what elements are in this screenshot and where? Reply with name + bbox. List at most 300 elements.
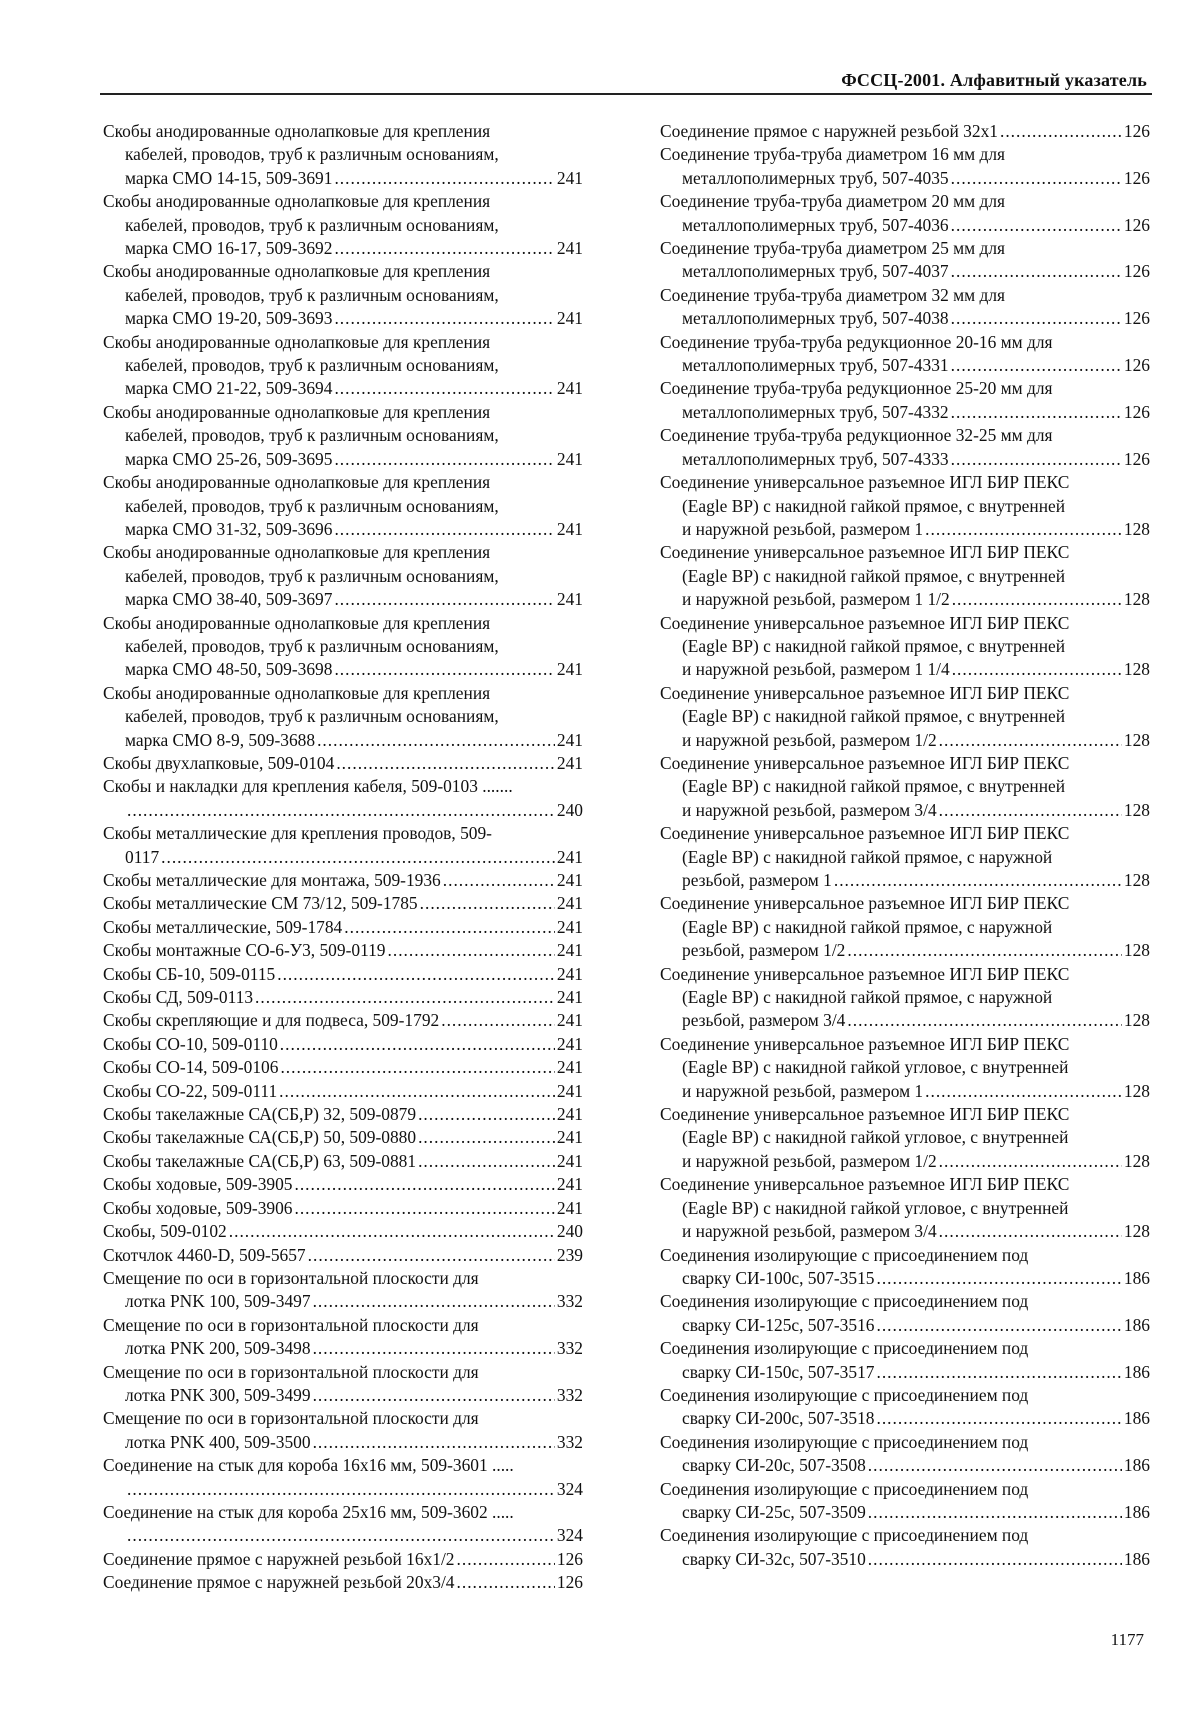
- dot-leader: [441, 1009, 555, 1032]
- index-entry: [103, 1150, 583, 1173]
- index-entry: [103, 1126, 583, 1149]
- entry-page-number: 324: [556, 1525, 583, 1546]
- entry-text: Соединение прямое с наружней резьбой 20х3/4: [103, 1572, 455, 1593]
- dot-leader: [939, 1220, 1122, 1243]
- entry-page-number: 241: [556, 963, 583, 984]
- index-entry: [103, 963, 583, 986]
- index-entry: [103, 190, 583, 260]
- dot-leader: [876, 1407, 1121, 1430]
- entry-line: [660, 1080, 1150, 1103]
- entry-line: [103, 120, 583, 143]
- entry-text: Соединение универсальное разъемное ИГЛ БИР ПЕКС: [660, 1174, 1070, 1195]
- entry-line: [103, 986, 583, 1009]
- entry-line: [103, 1126, 583, 1149]
- index-entry: [103, 612, 583, 682]
- entry-text: Соединения изолирующие с присоединением под: [660, 1384, 1029, 1405]
- entry-line: [660, 307, 1150, 330]
- index-entry: [103, 1244, 583, 1267]
- entry-page-number: 186: [1123, 1408, 1150, 1429]
- entry-line: [660, 1501, 1150, 1524]
- entry-page-number: 126: [1123, 167, 1150, 188]
- entry-line: [103, 822, 583, 845]
- entry-line: [103, 237, 583, 260]
- entry-page-number: 128: [1123, 659, 1150, 680]
- entry-text: марка СМО 31-32, 509-3696: [125, 518, 333, 539]
- entry-line: [103, 682, 583, 705]
- index-entry: [103, 120, 583, 190]
- entry-text: Скобы и накладки для крепления кабеля, 509-0103 .......: [103, 776, 513, 797]
- entry-text: Соединения изолирующие с присоединением под: [660, 1244, 1029, 1265]
- index-entry: [660, 1524, 1150, 1571]
- entry-text: Соединение универсальное разъемное ИГЛ БИР ПЕКС: [660, 1104, 1070, 1125]
- entry-line: [103, 916, 583, 939]
- index-entry: [103, 1033, 583, 1056]
- dot-leader: [229, 1220, 555, 1243]
- entry-line: [103, 448, 583, 471]
- entry-text: Скобы металлические для крепления проводов, 509-: [103, 823, 492, 844]
- entry-text: (Eagle BP) с накидной гайкой прямое, с внутренней: [682, 706, 1066, 727]
- dot-leader: [280, 1056, 554, 1079]
- dot-leader: [418, 1150, 555, 1173]
- entry-text: Соединение универсальное разъемное ИГЛ БИР ПЕКС: [660, 752, 1070, 773]
- entry-line: [660, 1197, 1150, 1220]
- entry-text: Скобы монтажные СО-6-У3, 509-0119: [103, 940, 386, 961]
- entry-text: (Eagle BP) с накидной гайкой прямое, с внутренней: [682, 565, 1066, 586]
- entry-line: [660, 143, 1150, 166]
- entry-text: (Eagle BP) с накидной гайкой угловое, с внутренней: [682, 1127, 1069, 1148]
- entry-line: [103, 846, 583, 869]
- entry-text: Соединение труба-труба редукционное 32-25 мм для: [660, 425, 1053, 446]
- entry-page-number: 241: [556, 1080, 583, 1101]
- entry-text: Скобы СБ-10, 509-0115: [103, 963, 276, 984]
- dot-leader: [951, 260, 1122, 283]
- dot-leader: [334, 167, 554, 190]
- entry-text: резьбой, размером 1/2: [682, 940, 846, 961]
- index-entry: [103, 1009, 583, 1032]
- index-entry: [660, 237, 1150, 284]
- entry-text: Соединение на стык для короба 16х16 мм, 509-3601 .....: [103, 1455, 514, 1476]
- entry-text: Скобы такелажные СА(СБ,Р) 50, 509-0880: [103, 1127, 417, 1148]
- entry-page-number: 241: [556, 940, 583, 961]
- entry-text: металлополимерных труб, 507-4331: [682, 355, 949, 376]
- entry-text: металлополимерных труб, 507-4036: [682, 214, 949, 235]
- entry-page-number: 128: [1123, 589, 1150, 610]
- index-entry: [103, 1314, 583, 1361]
- entry-line: [660, 565, 1150, 588]
- entry-text: Соединения изолирующие с присоединением под: [660, 1338, 1029, 1359]
- entry-page-number: 241: [556, 659, 583, 680]
- index-entry: [103, 1220, 583, 1243]
- entry-page-number: 128: [1123, 518, 1150, 539]
- entry-line: [103, 1524, 583, 1547]
- entry-text: марка СМО 8-9, 509-3688: [125, 729, 316, 750]
- entry-line: [103, 612, 583, 635]
- entry-line: [660, 1290, 1150, 1313]
- entry-line: [103, 635, 583, 658]
- entry-text: кабелей, проводов, труб к различным основаниям,: [125, 284, 499, 305]
- entry-text: Смещение по оси в горизонтальной плоскости для: [103, 1408, 479, 1429]
- entry-text: Соединение универсальное разъемное ИГЛ БИР ПЕКС: [660, 893, 1070, 914]
- entry-line: [660, 237, 1150, 260]
- page-number: 1177: [1110, 1630, 1144, 1649]
- entry-line: [103, 1080, 583, 1103]
- entry-text: Соединение универсальное разъемное ИГЛ БИР ПЕКС: [660, 472, 1070, 493]
- dot-leader: [868, 1548, 1122, 1571]
- dot-leader: [925, 1080, 1122, 1103]
- entry-text: сварку СИ-32с, 507-3510: [682, 1548, 866, 1569]
- entry-page-number: 128: [1123, 870, 1150, 890]
- index-entry: [660, 471, 1150, 541]
- entry-text: Соединение на стык для короба 25х16 мм, 509-3602 .....: [103, 1501, 514, 1522]
- entry-line: [103, 143, 583, 166]
- entry-line: [660, 331, 1150, 354]
- entry-page-number: 186: [1123, 1501, 1150, 1522]
- index-entry: [103, 1407, 583, 1454]
- index-entry: [660, 284, 1150, 331]
- index-entry: [660, 1173, 1150, 1243]
- entry-text: кабелей, проводов, труб к различным основаниям,: [125, 565, 499, 586]
- entry-line: [660, 1548, 1150, 1571]
- entry-text: резьбой, размером 3/4: [682, 1010, 846, 1031]
- entry-page-number: 241: [556, 1127, 583, 1148]
- entry-line: [103, 541, 583, 564]
- entry-page-number: 241: [556, 752, 583, 773]
- entry-line: [660, 1454, 1150, 1477]
- entry-line: [103, 1103, 583, 1126]
- entry-line: [103, 1244, 583, 1267]
- entry-line: [103, 1314, 583, 1337]
- entry-line: [660, 448, 1150, 471]
- entry-text: Соединение труба-труба диаметром 20 мм для: [660, 191, 1006, 212]
- dot-leader: [313, 1337, 555, 1360]
- dot-leader: [279, 1080, 555, 1103]
- entry-line: [103, 1197, 583, 1220]
- entry-line: [103, 892, 583, 915]
- entry-page-number: 241: [556, 893, 583, 914]
- entry-line: [660, 1361, 1150, 1384]
- entry-text: Скобы анодированные однолапковые для крепления: [103, 261, 491, 282]
- entry-line: [103, 167, 583, 190]
- entry-page-number: 186: [1123, 1548, 1150, 1569]
- index-entry: [103, 1103, 583, 1126]
- entry-line: [103, 939, 583, 962]
- entry-text: марка СМО 16-17, 509-3692: [125, 238, 333, 259]
- entry-page-number: 324: [556, 1478, 583, 1499]
- entry-line: [103, 1267, 583, 1290]
- entry-line: [103, 1478, 583, 1501]
- entry-text: Скобы такелажные СА(СБ,Р) 32, 509-0879: [103, 1104, 417, 1125]
- dot-leader: [294, 1197, 554, 1220]
- entry-page-number: 128: [1123, 799, 1150, 820]
- entry-page-number: 128: [1123, 1150, 1150, 1171]
- entry-line: [103, 1150, 583, 1173]
- entry-line: [660, 518, 1150, 541]
- index-entry: [103, 752, 583, 775]
- entry-text: Соединение универсальное разъемное ИГЛ БИР ПЕКС: [660, 963, 1070, 984]
- entry-page-number: 186: [1123, 1267, 1150, 1288]
- entry-text: металлополимерных труб, 507-4037: [682, 261, 949, 282]
- index-entry: [660, 752, 1150, 822]
- dot-leader: [951, 354, 1122, 377]
- entry-text: металлополимерных труб, 507-4038: [682, 308, 949, 329]
- entry-line: [660, 658, 1150, 681]
- entry-page-number: 241: [556, 987, 583, 1008]
- entry-line: [660, 120, 1150, 143]
- entry-text: Скобы металлические для монтажа, 509-1936: [103, 870, 441, 890]
- entry-text: Скобы СО-10, 509-0110: [103, 1033, 278, 1054]
- entry-line: [660, 612, 1150, 635]
- entry-text: Соединения изолирующие с присоединением под: [660, 1291, 1029, 1312]
- dot-leader: [418, 1103, 555, 1126]
- dot-leader: [313, 1431, 555, 1454]
- dot-leader: [951, 214, 1122, 237]
- entry-text: Скобы анодированные однолапковые для крепления: [103, 682, 491, 703]
- entry-line: [660, 682, 1150, 705]
- entry-page-number: 241: [556, 308, 583, 329]
- entry-page-number: 241: [556, 1174, 583, 1195]
- entry-page-number: 126: [556, 1572, 583, 1593]
- entry-line: [103, 775, 583, 798]
- entry-text: Соединение универсальное разъемное ИГЛ БИР ПЕКС: [660, 542, 1070, 563]
- entry-page-number: 126: [556, 1548, 583, 1569]
- entry-text: Соединение универсальное разъемное ИГЛ БИР ПЕКС: [660, 612, 1070, 633]
- entry-line: [660, 1407, 1150, 1430]
- entry-line: [660, 1314, 1150, 1337]
- entry-line: [660, 939, 1150, 962]
- entry-line: [103, 799, 583, 822]
- entry-page-number: 128: [1123, 940, 1150, 961]
- dot-leader: [876, 1267, 1121, 1290]
- index-entry: [103, 1548, 583, 1571]
- dot-leader: [868, 1501, 1122, 1524]
- entry-line: [103, 1033, 583, 1056]
- entry-text: (Eagle BP) с накидной гайкой прямое, с наружной: [682, 846, 1053, 867]
- dot-leader: [951, 167, 1122, 190]
- index-column-left: [103, 120, 583, 1595]
- entry-page-number: 332: [556, 1384, 583, 1405]
- entry-page-number: 126: [1123, 121, 1150, 141]
- entry-page-number: 241: [556, 846, 583, 867]
- index-entry: [103, 1454, 583, 1501]
- entry-text: сварку СИ-20с, 507-3508: [682, 1455, 866, 1476]
- dot-leader: [951, 401, 1122, 424]
- entry-text: лотка PNK 100, 509-3497: [125, 1291, 311, 1312]
- entry-line: [660, 916, 1150, 939]
- dot-leader: [951, 448, 1122, 471]
- entry-line: [103, 1056, 583, 1079]
- dot-leader: [334, 588, 554, 611]
- entry-text: Соединение прямое с наружней резьбой 16х1/2: [103, 1548, 455, 1569]
- entry-line: [103, 1009, 583, 1032]
- dot-leader: [939, 799, 1122, 822]
- index-entry: [660, 682, 1150, 752]
- dot-leader: [925, 518, 1122, 541]
- dot-leader: [457, 1571, 555, 1594]
- index-entry: [103, 541, 583, 611]
- entry-line: [103, 331, 583, 354]
- entry-text: лотка PNK 200, 509-3498: [125, 1338, 311, 1359]
- entry-text: Соединение универсальное разъемное ИГЛ БИР ПЕКС: [660, 1033, 1070, 1054]
- index-entry: [660, 1384, 1150, 1431]
- entry-text: и наружной резьбой, размером 3/4: [682, 1221, 937, 1242]
- dot-leader: [939, 1150, 1122, 1173]
- entry-line: [103, 1290, 583, 1313]
- entry-line: [103, 307, 583, 330]
- index-entry: [103, 471, 583, 541]
- entry-line: [660, 588, 1150, 611]
- entry-line: [660, 1103, 1150, 1126]
- entry-page-number: 332: [556, 1291, 583, 1312]
- entry-line: [660, 260, 1150, 283]
- entry-line: [103, 1548, 583, 1571]
- entry-page-number: 126: [1123, 355, 1150, 376]
- entry-page-number: 332: [556, 1338, 583, 1359]
- entry-line: [103, 588, 583, 611]
- entry-line: [660, 354, 1150, 377]
- entry-text: 0117: [125, 846, 160, 867]
- entry-line: [660, 167, 1150, 190]
- index-column-right: [660, 120, 1150, 1571]
- index-entry: [660, 612, 1150, 682]
- entry-line: [660, 401, 1150, 424]
- entry-text: (Eagle BP) с накидной гайкой прямое, с внутренней: [682, 776, 1066, 797]
- entry-page-number: 128: [1123, 1221, 1150, 1242]
- index-entry: [660, 541, 1150, 611]
- dot-leader: [952, 658, 1122, 681]
- dot-leader: [876, 1314, 1121, 1337]
- entry-line: [660, 1009, 1150, 1032]
- entry-text: и наружной резьбой, размером 1 1/2: [682, 589, 950, 610]
- entry-text: и наружной резьбой, размером 1/2: [682, 1150, 937, 1171]
- entry-page-number: 241: [556, 870, 583, 890]
- index-entry: [660, 1103, 1150, 1173]
- entry-text: лотка PNK 300, 509-3499: [125, 1384, 311, 1405]
- dot-leader: [457, 1548, 555, 1571]
- entry-line: [660, 1267, 1150, 1290]
- dot-leader: [847, 1009, 1122, 1032]
- entry-text: марка СМО 38-40, 509-3697: [125, 589, 333, 610]
- entry-text: кабелей, проводов, труб к различным основаниям,: [125, 214, 499, 235]
- entry-line: [103, 518, 583, 541]
- entry-page-number: 126: [1123, 401, 1150, 422]
- dot-leader: [317, 729, 555, 752]
- entry-page-number: 128: [1123, 1080, 1150, 1101]
- entry-page-number: 241: [556, 518, 583, 539]
- entry-line: [103, 284, 583, 307]
- entry-line: [103, 1361, 583, 1384]
- entry-line: [103, 705, 583, 728]
- entry-page-number: 241: [556, 1033, 583, 1054]
- index-entry: [660, 1431, 1150, 1478]
- entry-text: (Eagle BP) с накидной гайкой прямое, с внутренней: [682, 635, 1066, 656]
- entry-text: Соединение труба-труба диаметром 32 мм для: [660, 284, 1006, 305]
- entry-line: [103, 752, 583, 775]
- entry-line: [660, 963, 1150, 986]
- entry-line: [660, 284, 1150, 307]
- entry-text: Скобы металлические, 509-1784: [103, 916, 343, 937]
- entry-text: и наружной резьбой, размером 1/2: [682, 729, 937, 750]
- entry-page-number: 239: [556, 1244, 583, 1265]
- entry-text: Соединение труба-труба редукционное 25-20 мм для: [660, 378, 1053, 399]
- entry-text: и наружной резьбой, размером 1 1/4: [682, 659, 950, 680]
- entry-line: [660, 1524, 1150, 1547]
- index-entry: [660, 120, 1150, 143]
- index-entry: [103, 682, 583, 752]
- entry-text: Скобы анодированные однолапковые для крепления: [103, 542, 491, 563]
- entry-line: [660, 377, 1150, 400]
- entry-text: Смещение по оси в горизонтальной плоскости для: [103, 1361, 479, 1382]
- index-entry: [660, 892, 1150, 962]
- entry-text: лотка PNK 400, 509-3500: [125, 1431, 311, 1452]
- entry-line: [660, 775, 1150, 798]
- entry-page-number: 241: [556, 378, 583, 399]
- dot-leader: [951, 307, 1122, 330]
- entry-line: [660, 822, 1150, 845]
- entry-text: Скобы СО-22, 509-0111: [103, 1080, 278, 1101]
- entry-text: Скобы ходовые, 509-3905: [103, 1174, 293, 1195]
- entry-text: Скобы ходовые, 509-3906: [103, 1197, 293, 1218]
- entry-text: Скобы анодированные однолапковые для крепления: [103, 331, 491, 352]
- dot-leader: [834, 869, 1122, 892]
- dot-leader: [952, 588, 1122, 611]
- entry-text: Соединения изолирующие с присоединением под: [660, 1431, 1029, 1452]
- index-entry: [103, 1361, 583, 1408]
- dot-leader: [161, 846, 555, 869]
- entry-page-number: 126: [1123, 214, 1150, 235]
- index-entry: [103, 1571, 583, 1594]
- entry-page-number: 240: [556, 1221, 583, 1242]
- dot-leader: [420, 892, 555, 915]
- entry-line: [660, 705, 1150, 728]
- entry-text: Соединение труба-труба диаметром 16 мм для: [660, 144, 1006, 165]
- entry-page-number: 241: [556, 238, 583, 259]
- entry-line: [660, 1478, 1150, 1501]
- entry-page-number: 241: [556, 589, 583, 610]
- entry-text: Соединение труба-труба редукционное 20-16 мм для: [660, 331, 1053, 352]
- index-entry: [103, 1197, 583, 1220]
- dot-leader: [939, 729, 1122, 752]
- entry-text: металлополимерных труб, 507-4332: [682, 401, 949, 422]
- dot-leader: [336, 752, 555, 775]
- index-entry: [103, 260, 583, 330]
- entry-page-number: 241: [556, 729, 583, 750]
- index-entry: [660, 1244, 1150, 1291]
- entry-line: [103, 214, 583, 237]
- index-entry: [660, 822, 1150, 892]
- entry-text: металлополимерных труб, 507-4035: [682, 167, 949, 188]
- entry-line: [103, 401, 583, 424]
- entry-line: [660, 752, 1150, 775]
- entry-text: Скобы скрепляющие и для подвеса, 509-1792: [103, 1010, 440, 1031]
- entry-line: [660, 1173, 1150, 1196]
- entry-line: [103, 1454, 583, 1477]
- index-entry: [103, 1056, 583, 1079]
- entry-line: [660, 1431, 1150, 1454]
- entry-text: Соединение прямое с наружней резьбой 32х1: [660, 121, 998, 141]
- entry-text: резьбой, размером 1: [682, 870, 832, 890]
- entry-text: кабелей, проводов, труб к различным основаниям,: [125, 144, 499, 165]
- dot-leader: [334, 307, 554, 330]
- dot-leader: [443, 869, 555, 892]
- entry-text: марка СМО 21-22, 509-3694: [125, 378, 333, 399]
- entry-line: [103, 354, 583, 377]
- entry-text: Скобы, 509-0102: [103, 1221, 227, 1242]
- entry-text: металлополимерных труб, 507-4333: [682, 448, 949, 469]
- entry-page-number: 128: [1123, 1010, 1150, 1031]
- entry-page-number: 241: [556, 1057, 583, 1078]
- entry-text: Скобы такелажные СА(СБ,Р) 63, 509-0881: [103, 1150, 417, 1171]
- dot-leader: [127, 799, 555, 822]
